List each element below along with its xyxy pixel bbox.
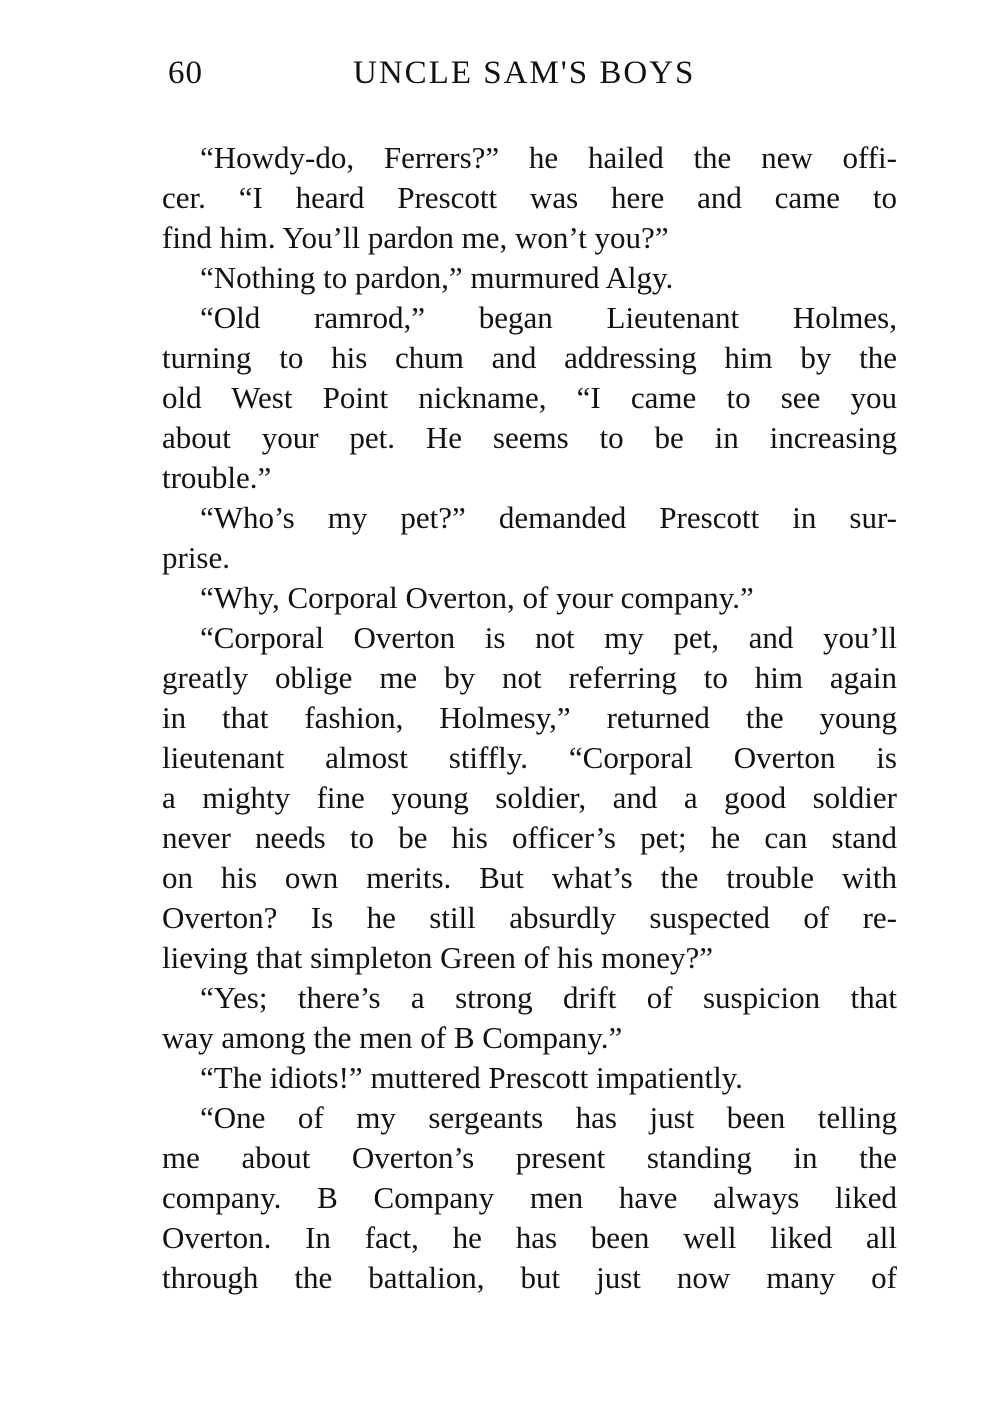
text-line: “One of my sergeants has just been telling [200,1100,897,1135]
text-line: “Corporal Overton is not my pet, and you’ll [200,620,897,655]
text-line: trouble.” [162,460,272,495]
text-line: way among the men of B Company.” [162,1020,623,1055]
text-line: prise. [162,540,231,575]
text-line: lieutenant almost stiffly. “Corporal Overton is [162,740,897,775]
body-text [162,138,897,1298]
text-line: cer. “I heard Prescott was here and came to [162,180,897,215]
text-line: in that fashion, Holmesy,” returned the young [162,700,897,735]
text-line: never needs to be his officer’s pet; he can stand [162,820,897,855]
text-line: Overton? Is he still absurdly suspected of re- [162,900,897,935]
running-title: UNCLE SAM'S BOYS [353,55,696,91]
text-line: through the battalion, but just now many of [162,1260,897,1295]
text-line: Overton. In fact, he has been well liked all [162,1220,897,1255]
text-line: old West Point nickname, “I came to see you [162,380,897,415]
text-line: company. B Company men have always liked [162,1180,897,1215]
text-line: greatly oblige me by not referring to him again [162,660,897,695]
page-number: 60 [168,55,203,91]
text-line: “Yes; there’s a strong drift of suspicion that [200,980,897,1015]
text-line: “Why, Corporal Overton, of your company.” [200,580,754,615]
text-line: “Who’s my pet?” demanded Prescott in sur- [200,500,897,535]
page-header [168,55,903,99]
text-line: on his own merits. But what’s the trouble with [162,860,897,895]
text-line: “Howdy-do, Ferrers?” he hailed the new offi- [200,140,897,175]
text-line: lieving that simpleton Green of his money?” [162,940,713,975]
text-line: “Nothing to pardon,” murmured Algy. [200,260,674,295]
text-line: about your pet. He seems to be in increasing [162,420,897,455]
text-line: turning to his chum and addressing him by the [162,340,897,375]
text-line: a mighty fine young soldier, and a good soldier [162,780,897,815]
text-line: me about Overton’s present standing in the [162,1140,897,1175]
text-line: “Old ramrod,” began Lieutenant Holmes, [200,300,897,335]
text-line: find him. You’ll pardon me, won’t you?” [162,220,669,255]
text-line: “The idiots!” muttered Prescott impatiently. [200,1060,743,1095]
